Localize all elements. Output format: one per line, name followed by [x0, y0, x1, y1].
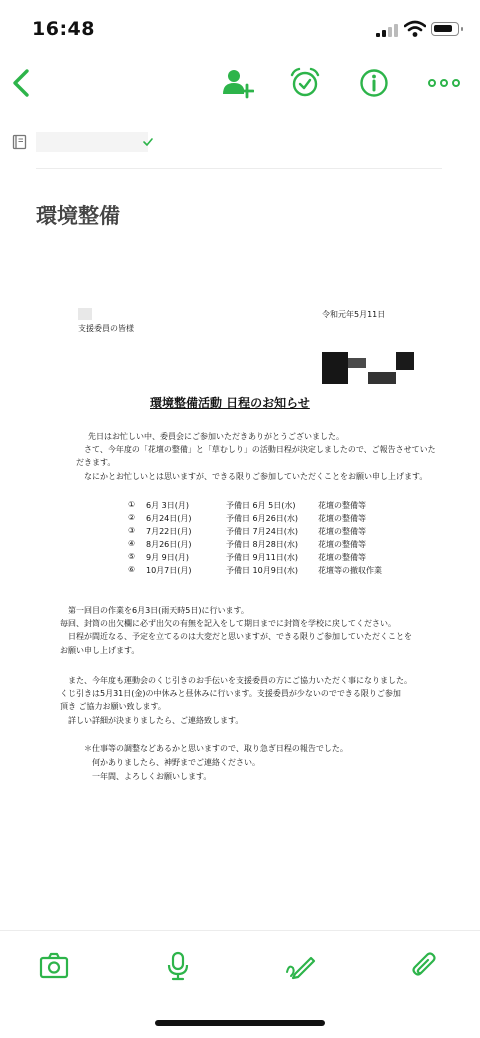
- cellular-signal-icon: [376, 24, 398, 37]
- doc-paragraph-line: 詳しい詳細が決まりましたら、ご連絡致します。: [68, 716, 244, 725]
- note-title[interactable]: 環境整備: [36, 204, 120, 228]
- status-time: 16:48: [32, 18, 95, 40]
- redacted-block: [322, 352, 348, 384]
- home-indicator[interactable]: [155, 1020, 325, 1026]
- microphone-icon[interactable]: [162, 950, 194, 982]
- divider: [0, 930, 480, 931]
- doc-paragraph-line: お願い申し上げます。: [60, 646, 140, 655]
- doc-date: 令和元年5月11日: [322, 310, 386, 319]
- doc-intro-line: さて、今年度の「花壇の整備」と「草むしり」の活動日程が決定しましたので、ご報告させていた: [84, 445, 436, 454]
- battery-icon: [431, 22, 459, 36]
- redacted-block: [348, 358, 366, 368]
- doc-heading: 環境整備活動 日程のお知らせ: [150, 396, 310, 410]
- back-chevron-icon[interactable]: [6, 66, 40, 100]
- doc-paragraph-line: 頂き ご協力お願い致します。: [60, 702, 166, 711]
- doc-paragraph-line: 何かありましたら、神野までご連絡ください。: [92, 758, 260, 767]
- divider: [36, 168, 442, 169]
- doc-paragraph-line: 毎回、封筒の出欠欄に必ず出欠の有無を記入をして期日までに封筒を学校に戻してください。: [60, 619, 396, 628]
- document-image[interactable]: 支援委員の皆様 令和元年5月11日 環境整備活動 日程のお知らせ 先日はお忙しい中、委員会にご参加いただきありがとうございました。 さて、今年度の「花壇の整備」と「草むしり」の活動日程が決定しましたので、ご報告させていた だきます。 なにかとお忙しいとは思いますが、できる限りご参加していただくことをお願い申し上げます。 ① 6月 3日(月) 予備日 6月 5日(水) 花壇の整備等 ② 6月24日(月) 予備日 6月26日(水) 花壇の整備等 ③ 7月22日(月) 予備日 7月24日(水) 花壇の整備等 ④ 8月26日(月) 予備日 8月28日(水) 花壇の整備等 ⑤ 9月 9日(月) 予備日 9月11日(水) 花壇の整備等 ⑥ 10月7日(月) 予備日 10月9日(水) 花壇等の撤収作業 第一回目の作業を6月3日(雨天時5日)に行います。 毎回、封筒の出欠欄に必ず出欠の有無を記入をして期日までに封筒を学校に戻してください。 日程が間近なる、予定を立てるのは大変だと思いますが、できる限りご参加していただくことを お願い申し上げます。 また、今年度も運動会のくじ引きのお手伝いを支援委員の方にご協力いただく事になりました。 くじ引きは5月31日(金)の中休みと昼休みに行います。支援委員が少ないのでできる限りご参加 頂き ご協力お願い致します。 詳しい詳細が決まりましたら、ご連絡致します。 ＊仕事等の調整などあるかと思いますので、取り急ぎ日程の報告でした。 何かありましたら、神野までご連絡ください。 一年間、よろしくお願いします。: [40, 292, 450, 882]
- doc-intro-line: だきます。: [76, 458, 116, 467]
- doc-paragraph-line: 第一回目の作業を6月3日(雨天時5日)に行います。: [68, 606, 249, 615]
- doc-addressee: 支援委員の皆様: [78, 324, 134, 333]
- redacted-block: [78, 308, 92, 320]
- reminder-alarm-icon[interactable]: [288, 66, 322, 100]
- handwriting-pen-icon[interactable]: [285, 950, 317, 982]
- doc-paragraph-line: ＊仕事等の調整などあるかと思いますので、取り急ぎ日程の報告でした。: [84, 744, 348, 753]
- doc-paragraph-line: くじ引きは5月31日(金)の中休みと昼休みに行います。支援委員が少ないのでできる限りご参加: [60, 689, 401, 698]
- doc-intro-line: 先日はお忙しい中、委員会にご参加いただきありがとうございました。: [88, 432, 344, 441]
- doc-paragraph-line: 一年間、よろしくお願いします。: [92, 772, 212, 781]
- doc-intro-line: なにかとお忙しいとは思いますが、できる限りご参加していただくことをお願い申し上げます。: [84, 472, 428, 481]
- doc-paragraph-line: 日程が間近なる、予定を立てるのは大変だと思いますが、できる限りご参加していただくことを: [68, 632, 412, 641]
- attachment-paperclip-icon[interactable]: [408, 950, 440, 982]
- camera-icon[interactable]: [38, 950, 70, 982]
- redacted-block: [396, 352, 414, 370]
- notebook-icon: [12, 134, 28, 150]
- more-options-icon[interactable]: [428, 66, 462, 100]
- info-icon[interactable]: [357, 66, 391, 100]
- wifi-icon: [404, 20, 426, 38]
- add-person-icon[interactable]: [220, 66, 254, 100]
- doc-paragraph-line: また、今年度も運動会のくじ引きのお手伝いを支援委員の方にご協力いただく事になりました。: [68, 676, 412, 685]
- sync-check-icon: [142, 136, 154, 148]
- redacted-block: [368, 372, 396, 384]
- notebook-name-redacted: [36, 132, 148, 152]
- notebook-selector[interactable]: [12, 130, 452, 154]
